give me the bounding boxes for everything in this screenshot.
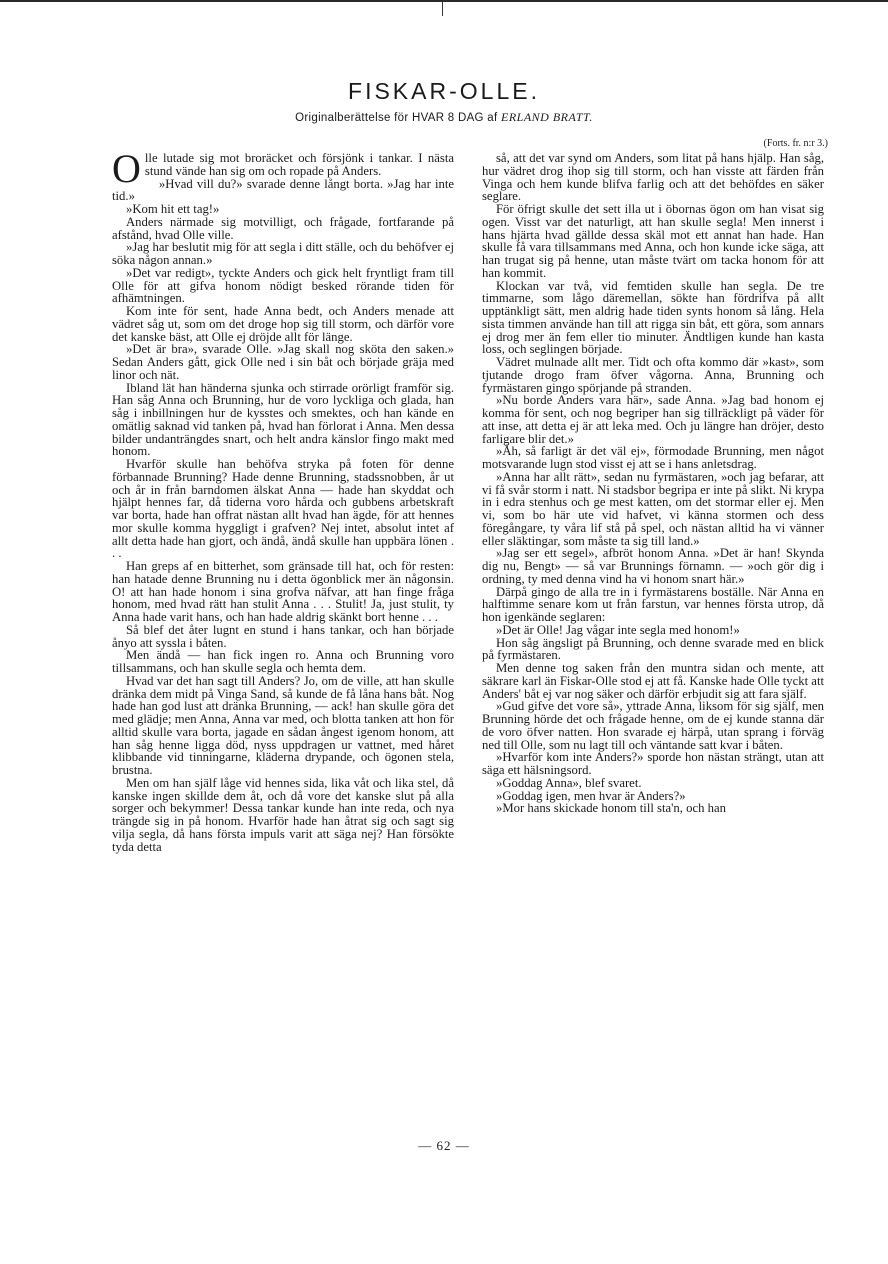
paragraph (112, 675, 454, 777)
paragraph-text: Därpå gingo de alla tre in i fyrmästarens boställe. När Anna en halftimme senare kom ut från farstun, var hennes första utrop, då hon igenkände seglaren: (482, 584, 824, 624)
left-text-column (112, 146, 454, 854)
paragraph (112, 458, 454, 560)
paragraph (482, 445, 824, 471)
paragraph-text: Så blef det åter lugnt en stund i hans tankar, och han började ånyo att syssla i båten. (112, 622, 454, 650)
paragraph (112, 343, 454, 381)
paragraph-text: »Gud gifve det vore så», yttrade Anna, liksom för sig själf, men Brunning hörde det och frågade henne, om de ej kunde stanna där de voro öfver natten. Hon svarade ej härpå, utan sprang i förväg ned till Olle, som nu lagt till och väntande satt kvar i båten. (482, 699, 824, 752)
paragraph-text: »Anna har allt rätt», sedan nu fyrmästaren, »och jag befarar, att vi få svår storm i natt. Ni stadsbor begripa er inte på slikt. Ni krypa in i edra stenhus och ge mest katten, om det stormar eller ej. Men vi, som bo här ute vid hafvet, vi känna stormen och dess föregångare, ty våra lif stå på spel, och nästan alltid ha vi vänner eller släktingar, som måste ta sig till land.» (482, 469, 824, 548)
paragraph-text: »Nu borde Anders vara här», sade Anna. »Jag bad honom ej komma för sent, och nog begriper han sig tillräckligt på väder för att inse, att detta ej är att leka med. Och ju längre han dröjer, desto farligare blir det.» (482, 393, 824, 446)
paragraph-text: »Mor hans skickade honom till sta'n, och han (496, 801, 726, 816)
paragraph (112, 560, 454, 624)
paragraph-text: Ibland lät han händerna sjunka och stirrade orörligt framför sig. Han såg Anna och Brunning, hur de voro lyckliga och glada, han såg i inbillningen hur de kysstes och smektes, och han kände en omätlig saknad vid tanken på, hvad han förlorat i Anna. Men dessa bilder undanträngdes snart, och helt andra känslor fingo makt med honom. (112, 380, 454, 459)
paragraph-text: Men ändå — han fick ingen ro. Anna och Brunning voro tillsammans, och han skulle segla och hemta dem. (112, 648, 454, 675)
paragraph (482, 152, 824, 203)
paragraph (112, 267, 454, 305)
paragraph (482, 586, 824, 624)
paragraph-text: »Hvad vill du?» svarade denne långt borta. »Jag har inte tid.» (112, 176, 454, 204)
paragraph (482, 662, 824, 700)
continuation-note: (Forts. fr. n:r 3.) (763, 138, 828, 149)
article-title: FISKAR-OLLE. (348, 78, 540, 104)
paragraph (482, 751, 824, 777)
paragraph-text: Klockan var två, vid femtiden skulle han segla. De tre timmarne, som lågo däremellan, sökte han fördrifva på allt upptänkligt sätt, men aldrig hade tiden synts honom så lång. Hela sista timmen använde han till att rigga sin båt, ett göra, som annars ej drog mer än fem eller tio minuter. Ändtligen kunde han kasta loss, och seglingen började. (482, 278, 824, 357)
paragraph-text: »Goddag igen, men hvar är Anders?» (496, 788, 686, 803)
paragraph-text: Men om han själf låge vid hennes sida, lika våt och lika stel, då kanske ingen skillde dem åt, och då vore det kanske slut på alla sorger och bekymmer! Dessa tankar kunde han inte reda, och nya trängde sig in på honom. Hvarför hade han åtrat sig och sagt sig vilja segla, då hans första impuls varit att säga nej? Han försökte tyda detta (112, 775, 454, 854)
paragraph (112, 178, 454, 204)
paragraph-text: Men denne tog saken från den muntra sidan och mente, att säkrare karl än Fiskar-Olle stod ej att få. Kanske hade Olle tyckt att Anders' båt ej var nog säker och därför erbjudit sig att fara själf. (482, 661, 824, 701)
paragraph-text: »Jag har beslutit mig för att segla i ditt ställe, och du behöfver ej söka någon annan.» (112, 240, 454, 267)
paragraph-text: Hon såg ängsligt på Brunning, och denne svarade med en blick på fyrmästaren. (482, 635, 824, 663)
paragraph-text: lle lutade sig mot broräcket och försjönk i tankar. I nästa stund vände han sig om och ropade på Anders. (144, 151, 454, 178)
paragraph-text: »Åh, så farligt är det väl ej», förmodade Brunning, men något motsvarande lugn stod visst ej att se i hans anletsdrag. (482, 444, 824, 471)
paragraph (482, 280, 824, 357)
paragraph (112, 305, 454, 343)
paragraph-text: Han greps af en bitterhet, som gränsade till hat, och för resten: han hatade denne Brunning nu i detta ögonblick mer än någonsin. O! att han hade honom i sina grofva näfvar, att han finge fråga honom, med hvad rätt han stulit Anna . . . Stulit! Ja, just stulit, ty Anna hade varit hans, och han hade aldrig skänkt bort henne . . . (112, 559, 454, 624)
paragraph-text: »Det är bra», svarade Olle. »Jag skall nog sköta den saken.» Sedan Anders gått, gick Olle ned i sin båt och började gräja med linor och nät. (112, 342, 454, 382)
paragraph (112, 241, 454, 267)
paragraph-text: så, att det var synd om Anders, som litat på hans hjälp. Han såg, hur vädret drog ihop sig till storm, och han visste att färden från Vinga och hem kunde blifva farlig och att det behöfdes en säker seglare. (482, 151, 824, 204)
author-name: ERLAND BRATT. (500, 110, 593, 124)
paragraph-text: Hvarför skulle han behöfva stryka på foten för denne förbannade Brunning? Hade denne Brunning, stadssnobben, år ut och år in från barndomen älskat Anna — hade han skyddat och hjälpt hennes far, då tiderna voro hårda och gubbens arbetskraft var borta, hade han offrat nästan allt hvad han ägde, för att hennes mor skulle komma hyggligt i grafven? Nej intet, absolut intet af allt detta hade han gjort, och ändå, ändå skulle han uppbära lönen . . . (112, 457, 454, 561)
paragraph (112, 649, 454, 675)
paragraph (112, 777, 454, 854)
paragraph-text: För öfrigt skulle det sett illa ut i öbornas ögon om han visat sig ogen. Visst var det naturligt, att han skulle segla! Men innerst i hans hjärta hvad gällde dessa skäl mot ett annat han hade. Han skulle få vara tillsammans med Anna, och hon kunde icke säga, att han trugat sig på henne, utan måste tvärt om tacka honom för att han kommit. (482, 202, 824, 280)
paragraph (482, 802, 824, 815)
paragraph-text: »Kom hit ett tag!» (126, 202, 220, 216)
paragraph-text: Kom inte för sent, hade Anna bedt, och Anders menade att vädret såg ut, som om det droge hop sig till storm, och därför vore det kanske bäst, att Olle ej dröjde allt för länge. (112, 304, 454, 344)
paragraph (482, 203, 824, 280)
paragraph (482, 471, 824, 548)
paragraph-text: Vädret mulnade allt mer. Tidt och ofta kommo där »kast», som tjutande drogo fram öfver vågorna. Anna, Brunning och fyrmästaren gingo spörjande på stranden. (482, 355, 824, 395)
drop-cap: O (112, 146, 141, 191)
paragraph (112, 382, 454, 459)
paragraph-text: Hvad var det han sagt till Anders? Jo, om de ville, att han skulle dränka dem midt på Vinga Sand, så kunde de få låna hans båt. Nog hade han god lust att dränka Brunning, — ack! han skulle göra det med glädje; men Anna, Anna var med, och blotta tanken att hon för alltid skulle vara borta, jagade en sådan ångest igenom honom, att han såg henne ligga död, nyss uppdragen ur vattnet, med håret klibbande vid tinningarne, kläderna drypande, och ögonen stela, brustna. (112, 673, 454, 777)
subtitle-prefix: Originalberättelse för HVAR 8 DAG af (295, 112, 501, 124)
paragraph (482, 394, 824, 445)
article-subtitle (0, 110, 888, 125)
paragraph (482, 356, 824, 394)
paragraph (112, 624, 454, 650)
paragraph (112, 216, 454, 242)
paragraph (482, 547, 824, 585)
paragraph (482, 637, 824, 663)
paragraph-text: »Det var redigt», tyckte Anders och gick helt fryntligt fram till Olle för att gifva honom nödigt besked rörande tiden för afhämtningen. (112, 265, 454, 306)
paragraph-text: »Goddag Anna», blef svaret. (496, 775, 642, 790)
paragraph-text: Anders närmade sig motvilligt, och frågade, fortfarande på afstånd, hvad Olle ville. (112, 214, 454, 242)
paragraph (482, 700, 824, 751)
paragraph-text: »Jag ser ett segel», afbröt honom Anna. »Det är han! Skynda dig nu, Bengt» — så var Brunnings förnamn. — »och gör dig i ordning, ty med denna vind ha vi honom snart här.» (482, 546, 824, 586)
paragraph-text: »Det är Olle! Jag vågar inte segla med honom!» (496, 622, 740, 637)
page-number: — 62 — (418, 1138, 470, 1153)
top-center-tick (442, 2, 443, 16)
top-rule (0, 0, 888, 2)
right-text-column (482, 152, 824, 815)
paragraph-text: »Hvarför kom inte Anders?» sporde hon nästan strängt, utan att säga ett hälsningsord. (482, 750, 824, 777)
